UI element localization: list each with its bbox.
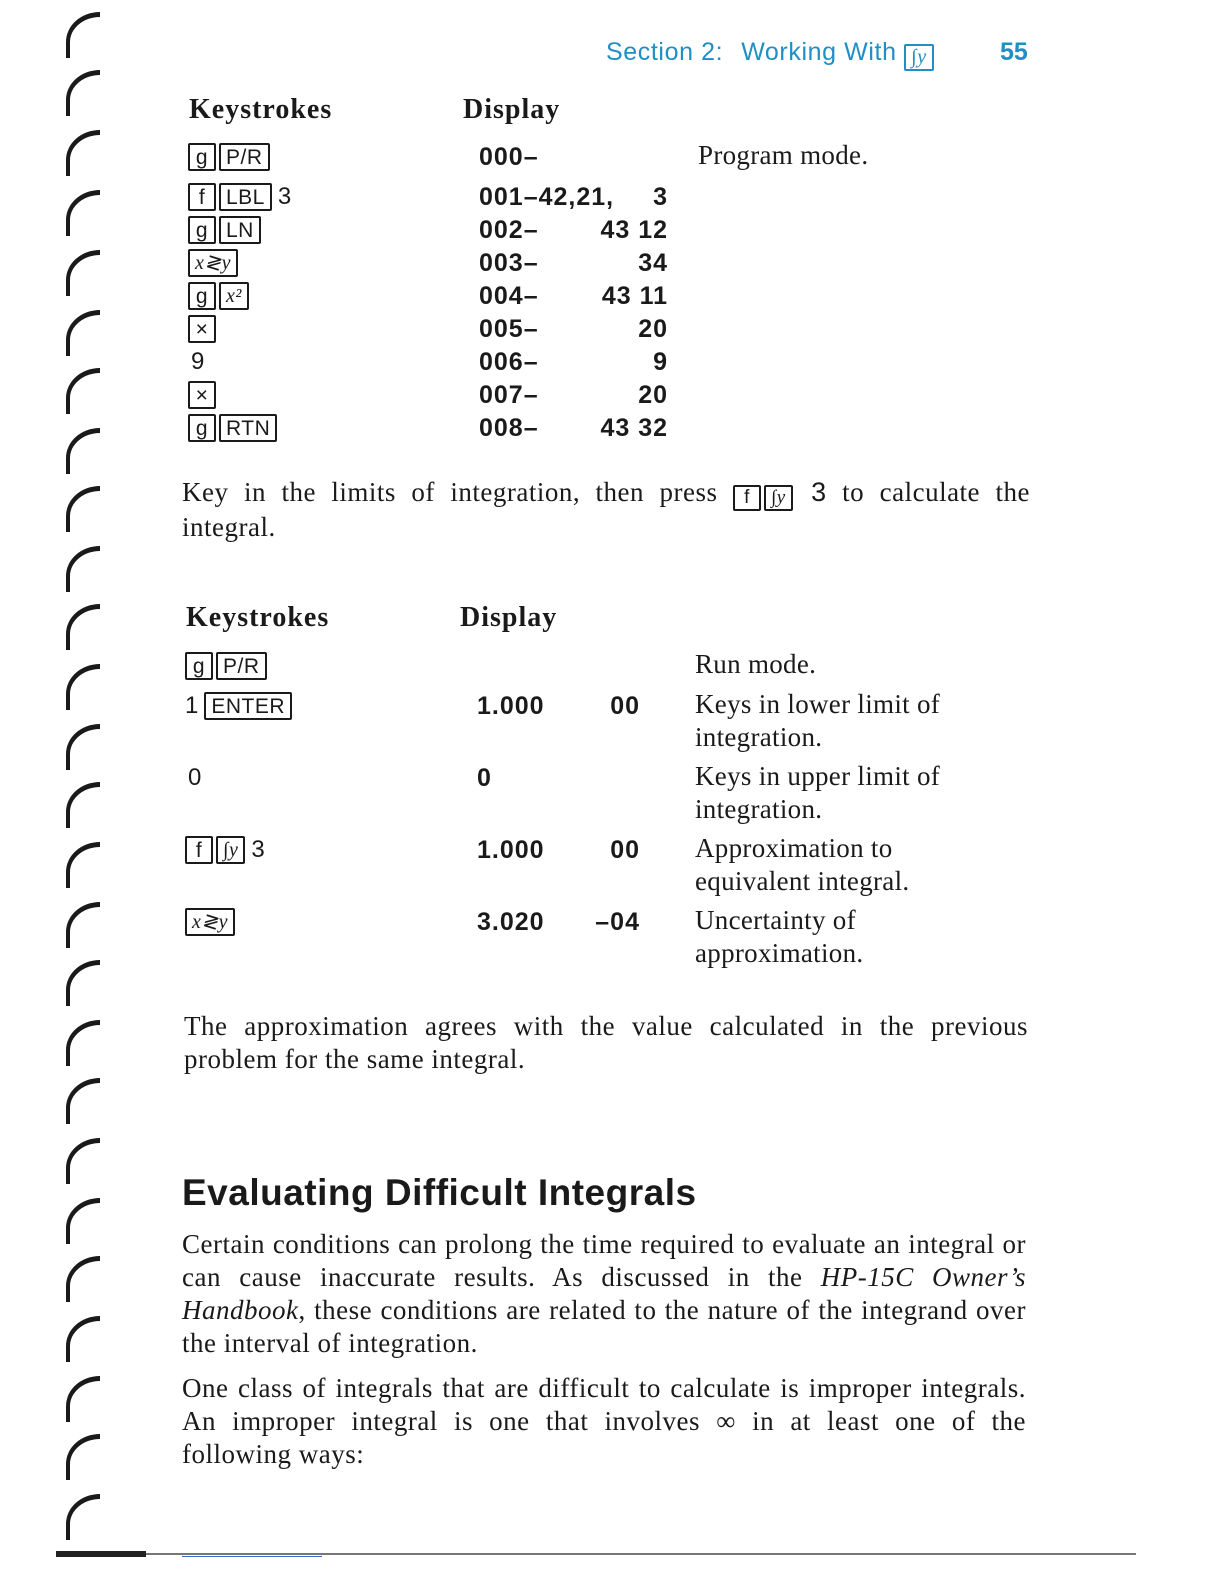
display-step: 3.020 [477, 908, 545, 936]
section-title: Working With [741, 38, 897, 66]
running-header [606, 38, 934, 71]
keystroke-digit: 1 [185, 692, 199, 719]
display-cell [479, 183, 668, 213]
g-key: g [185, 652, 213, 680]
display-code: 3 [653, 183, 668, 211]
conditions-text: Certain conditions can prolong the time required to evaluate an integral or can cause inaccurate results. As discussed in the [182, 1229, 1026, 1292]
binding-ring [66, 902, 100, 948]
description-cell: Program mode. [698, 140, 869, 170]
display-cell [479, 143, 668, 173]
improper-text: One class of integrals that are difficult to calculate is improper integrals. An improper integral is one that involves [182, 1373, 1026, 1436]
infinity-symbol: ∞ [716, 1406, 736, 1436]
improper-integrals-paragraph [182, 1372, 1026, 1471]
instruction-paragraph [182, 476, 1030, 544]
display-code: –04 [595, 908, 640, 936]
binding-ring [66, 1316, 100, 1362]
display-code: 20 [638, 315, 668, 343]
display-cell [477, 836, 640, 866]
display-cell [479, 381, 668, 411]
binding-ring [66, 782, 100, 828]
conditions-paragraph [182, 1228, 1026, 1360]
binding-ring [66, 724, 100, 770]
keystroke-digit: 3 [251, 836, 265, 863]
ln-key: LN [219, 216, 261, 244]
keystroke-digit: 3 [277, 183, 292, 210]
keystroke-cell [188, 347, 204, 377]
keystroke-cell [185, 691, 295, 721]
binding-ring [66, 664, 100, 710]
display-step: 006– [479, 348, 539, 376]
display-step: 008– [479, 414, 539, 442]
bottom-rule [56, 1553, 1136, 1555]
display-column-header: Display [460, 602, 558, 633]
instruction-text: Key in the limits of integration, then press [182, 477, 718, 507]
label-digit: 3 [811, 477, 827, 507]
binding-ring [66, 70, 100, 116]
g-key: g [188, 282, 216, 310]
display-code: 43 32 [600, 414, 668, 442]
enter-key: ENTER [204, 692, 292, 720]
instruction-text-end: to calculate the integral. [182, 477, 1031, 542]
keystroke-cell [188, 248, 241, 278]
handbook-title: HP-15C Owner’s Handbook [182, 1262, 1027, 1325]
keystroke-cell [188, 182, 291, 212]
binding-ring [66, 130, 100, 176]
binding-ring [66, 960, 100, 1006]
binding-ring [66, 12, 100, 58]
improper-text-end: in at least one of the following ways: [182, 1406, 1026, 1469]
page-number: 55 [1000, 38, 1028, 66]
display-step: 005– [479, 315, 539, 343]
display-cell [477, 908, 640, 938]
binding-ring [66, 604, 100, 650]
conditions-text-end: , these conditions are related to the nature of the integrand over the interval of integration. [182, 1295, 1026, 1358]
binding-ring [66, 1434, 100, 1480]
binding-ring [66, 428, 100, 474]
binding-ring [66, 1078, 100, 1124]
binding-ring [66, 1376, 100, 1422]
binding-ring [66, 1138, 100, 1184]
display-code: 43 11 [601, 282, 668, 310]
comparison-paragraph: The approximation agrees with the value calculated in the previous problem for the same integral. [184, 1011, 1028, 1074]
multiply-key: × [188, 381, 216, 409]
square-key: x² [219, 282, 249, 310]
keystroke-cell [188, 281, 252, 311]
binding-ring [66, 368, 100, 414]
keystrokes-column-header: Keystrokes [186, 602, 330, 633]
display-step: 007– [479, 381, 539, 409]
display-cell [477, 652, 640, 682]
keystroke-cell [188, 215, 264, 245]
integrate-key: ∫y [216, 836, 245, 864]
keystroke-cell [188, 413, 280, 443]
display-code: 20 [638, 381, 668, 409]
description-cell: Approximation to equivalent integral. [695, 833, 910, 896]
binding-ring [66, 1256, 100, 1302]
g-key: g [188, 143, 216, 171]
binding-ring [66, 1494, 100, 1540]
binding-ring [66, 250, 100, 296]
display-step: 000– [479, 143, 539, 171]
description-cell: Keys in lower limit of integration. [695, 689, 941, 752]
display-cell [479, 216, 668, 246]
program-run-key: P/R [219, 143, 270, 171]
display-column-header: Display [463, 94, 561, 125]
display-step: 004– [479, 282, 539, 310]
bottom-rule-accent [182, 1556, 322, 1557]
display-code: 43 12 [600, 216, 668, 244]
description-cell: Keys in upper limit of integration. [695, 761, 941, 824]
display-cell [479, 315, 668, 345]
binding-ring [66, 486, 100, 532]
program-run-key: P/R [216, 652, 267, 680]
label-key: LBL [219, 183, 272, 211]
bottom-rule-thick [56, 1551, 146, 1557]
description-cell: Uncertainty of approximation. [695, 905, 864, 968]
keystroke-digit: 9 [191, 348, 205, 375]
display-step: 003– [479, 249, 539, 277]
display-code: 00 [610, 692, 640, 720]
display-cell [479, 348, 668, 378]
keystroke-cell [188, 142, 273, 172]
section-heading: Evaluating Difficult Integrals [182, 1172, 697, 1213]
f-key: f [185, 836, 213, 864]
display-step: 002– [479, 216, 539, 244]
spiral-binding [0, 0, 110, 1584]
display-step: 0 [477, 764, 492, 792]
display-cell [479, 249, 668, 279]
display-cell [479, 414, 668, 444]
return-key: RTN [219, 414, 277, 442]
binding-ring [66, 1198, 100, 1244]
keystroke-digit: 0 [188, 764, 202, 791]
keystrokes-column-header: Keystrokes [189, 94, 333, 125]
binding-ring [66, 1020, 100, 1066]
display-code: 34 [638, 249, 668, 277]
multiply-key: × [188, 315, 216, 343]
binding-ring [66, 310, 100, 356]
binding-ring [66, 190, 100, 236]
display-step: 001–42,21, [479, 183, 615, 211]
integrate-key: ∫y [764, 485, 793, 511]
swap-xy-key: x≷y [185, 908, 235, 936]
display-cell [477, 764, 640, 794]
binding-ring [66, 546, 100, 592]
binding-ring [66, 842, 100, 888]
display-step: 1.000 [477, 836, 545, 864]
display-code: 00 [610, 836, 640, 864]
g-key: g [188, 414, 216, 442]
f-key: f [188, 183, 216, 211]
keystroke-cell [185, 835, 265, 865]
section-label: Section 2: [606, 38, 724, 66]
keystroke-cell [185, 763, 201, 793]
g-key: g [188, 216, 216, 244]
keystroke-cell [185, 907, 238, 937]
display-cell [477, 692, 640, 722]
swap-xy-key: x≷y [188, 249, 238, 277]
description-cell: Run mode. [695, 649, 817, 679]
display-cell [479, 282, 668, 312]
keystroke-cell [188, 380, 219, 410]
f-key: f [733, 485, 761, 511]
display-code: 9 [653, 348, 668, 376]
keystroke-cell [185, 651, 270, 681]
integrate-key-icon: ∫y [904, 44, 934, 71]
display-step: 1.000 [477, 692, 545, 720]
keystroke-cell [188, 314, 219, 344]
